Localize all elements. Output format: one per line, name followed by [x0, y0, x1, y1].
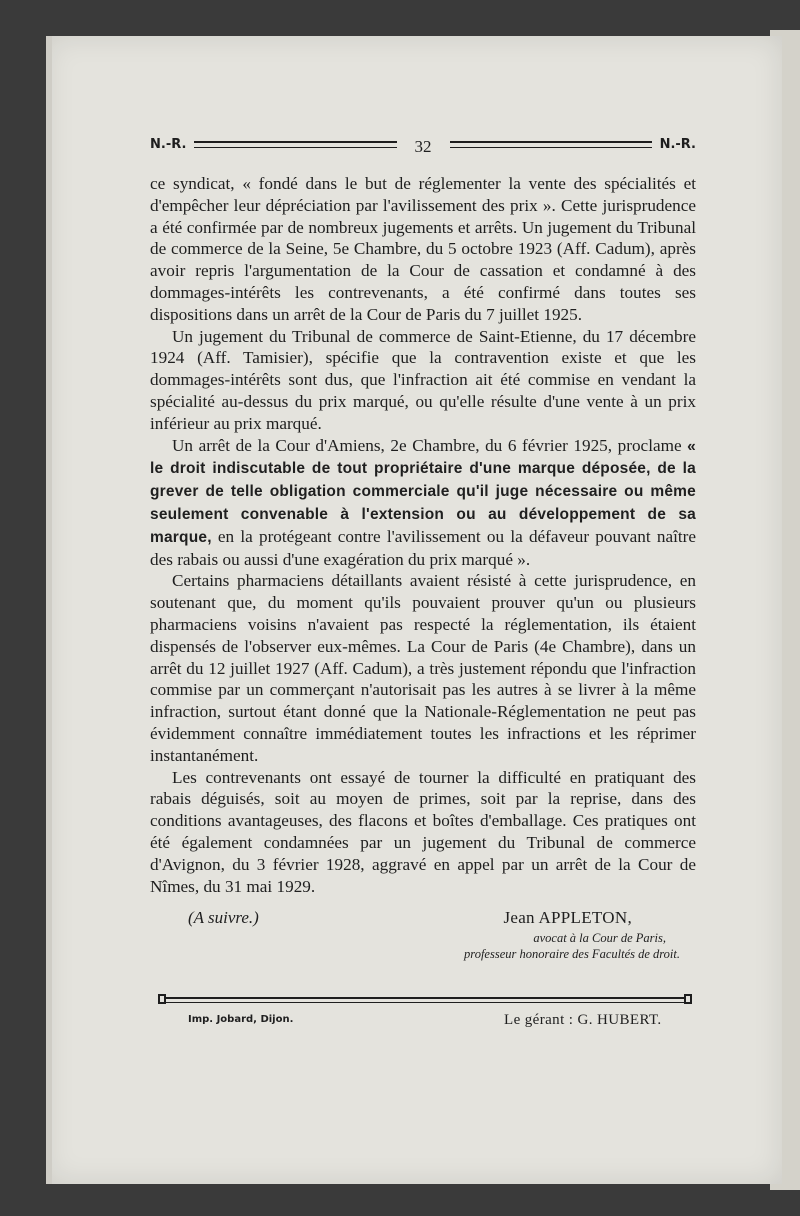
amiens-end: en la protégeant contre l'avilissement ou la défaveur pouvant naître des rabais ou aussi d'une exagération du prix marqué ». [150, 526, 696, 569]
header-left-mark: N.-R. [150, 136, 187, 152]
header-rule-left [194, 141, 396, 148]
paragraph-5: Les contrevenants ont essayé de tourner la difficulté en pratiquant des rabais déguisés, soit au moyen de primes, soit par la reprise, dans des conditions avantageuses, des flacons et boîtes d'emballage. Ces pratiques ont été également condamnées par un jugement du Tribunal de commerce d'Avignon, du 3 février 1928, aggravé en appel par un arrêt de la Cour de Nîmes, du 31 mai 1929. [150, 767, 696, 896]
paragraph-amiens [150, 435, 696, 571]
header-rule-right [450, 141, 652, 148]
running-header [150, 132, 696, 156]
header-right-mark: N.-R. [659, 136, 696, 152]
amiens-intro: Un arrêt de la Cour d'Amiens, 2e Chambre, du 6 février 1925, proclame [172, 435, 682, 455]
body-text [150, 173, 696, 897]
printer-credit: Imp. Jobard, Dijon. [188, 1014, 294, 1025]
manager-credit: Le gérant : G. HUBERT. [504, 1012, 662, 1028]
author-name: Jean APPLETON, [503, 908, 632, 927]
footer-rule [158, 994, 692, 1006]
paragraph-2: Un jugement du Tribunal de commerce de Saint-Etienne, du 17 décembre 1924 (Aff. Tamisier), spécifie que la contravention existe et que les dommages-intérêts sont dus, que l'infraction ait été commise en vendant la spécialité au-dessus du prix marqué, ou qu'elle résulte d'une vente à un prix inférieur au prix marqué. [150, 326, 696, 433]
footer [172, 1012, 662, 1034]
author-role-2: professeur honoraire des Facultés de droit. [464, 947, 680, 961]
author-role-1: avocat à la Cour de Paris, [533, 931, 666, 945]
page-number: 32 [414, 137, 432, 156]
amiens-quote: « le droit indiscutable de tout propriétaire d'une marque déposée, de la grever de telle obligation commerciale qu'il juge nécessaire ou même seulement convenable à l'extension ou au développement de sa marque, [150, 437, 696, 546]
paragraph-1: ce syndicat, « fondé dans le but de réglementer la vente des spécialités et d'empêcher leur dépréciation par l'avilissement des prix ». Cette jurisprudence a été confirmée par de nombreux jugements et arrêts. Un jugement du Tribunal de commerce de la Seine, 5e Chambre, du 5 octobre 1923 (Aff. Cadum), après avoir repris l'argumentation de la Cour de cassation et condamné à des dommages-intérêts les contrevenants, a été confirmé dans toutes ses dispositions dans un arrêt de la Cour de Paris du 7 juillet 1925. [150, 174, 696, 324]
footer-rule-left-square [158, 994, 166, 1004]
page-binding-edge [46, 36, 52, 1184]
footer-rule-line [166, 997, 684, 1003]
to-be-continued: (A suivre.) [188, 908, 259, 927]
paragraph-4: Certains pharmaciens détaillants avaient résisté à cette jurisprudence, en soutenant que, du moment qu'ils pouvaient prouver qu'un ou plusieurs pharmaciens voisins n'avaient pas respecté la réglementation, ils étaient dispensés de l'observer eux-mêmes. La Cour de Paris (4e Chambre), dans un arrêt du 12 juillet 1927 (Aff. Cadum), a très justement répondu que l'infraction commise par un commerçant n'autorisait pas les autres à se livrer à la même infraction, surtout étant donné que la Nationale-Réglementation ne peut pas évidemment connaître immédiatement toutes les infractions et les réprimer instantanément. [150, 571, 696, 765]
signature-block [150, 908, 696, 968]
footer-rule-right-square [684, 994, 692, 1004]
